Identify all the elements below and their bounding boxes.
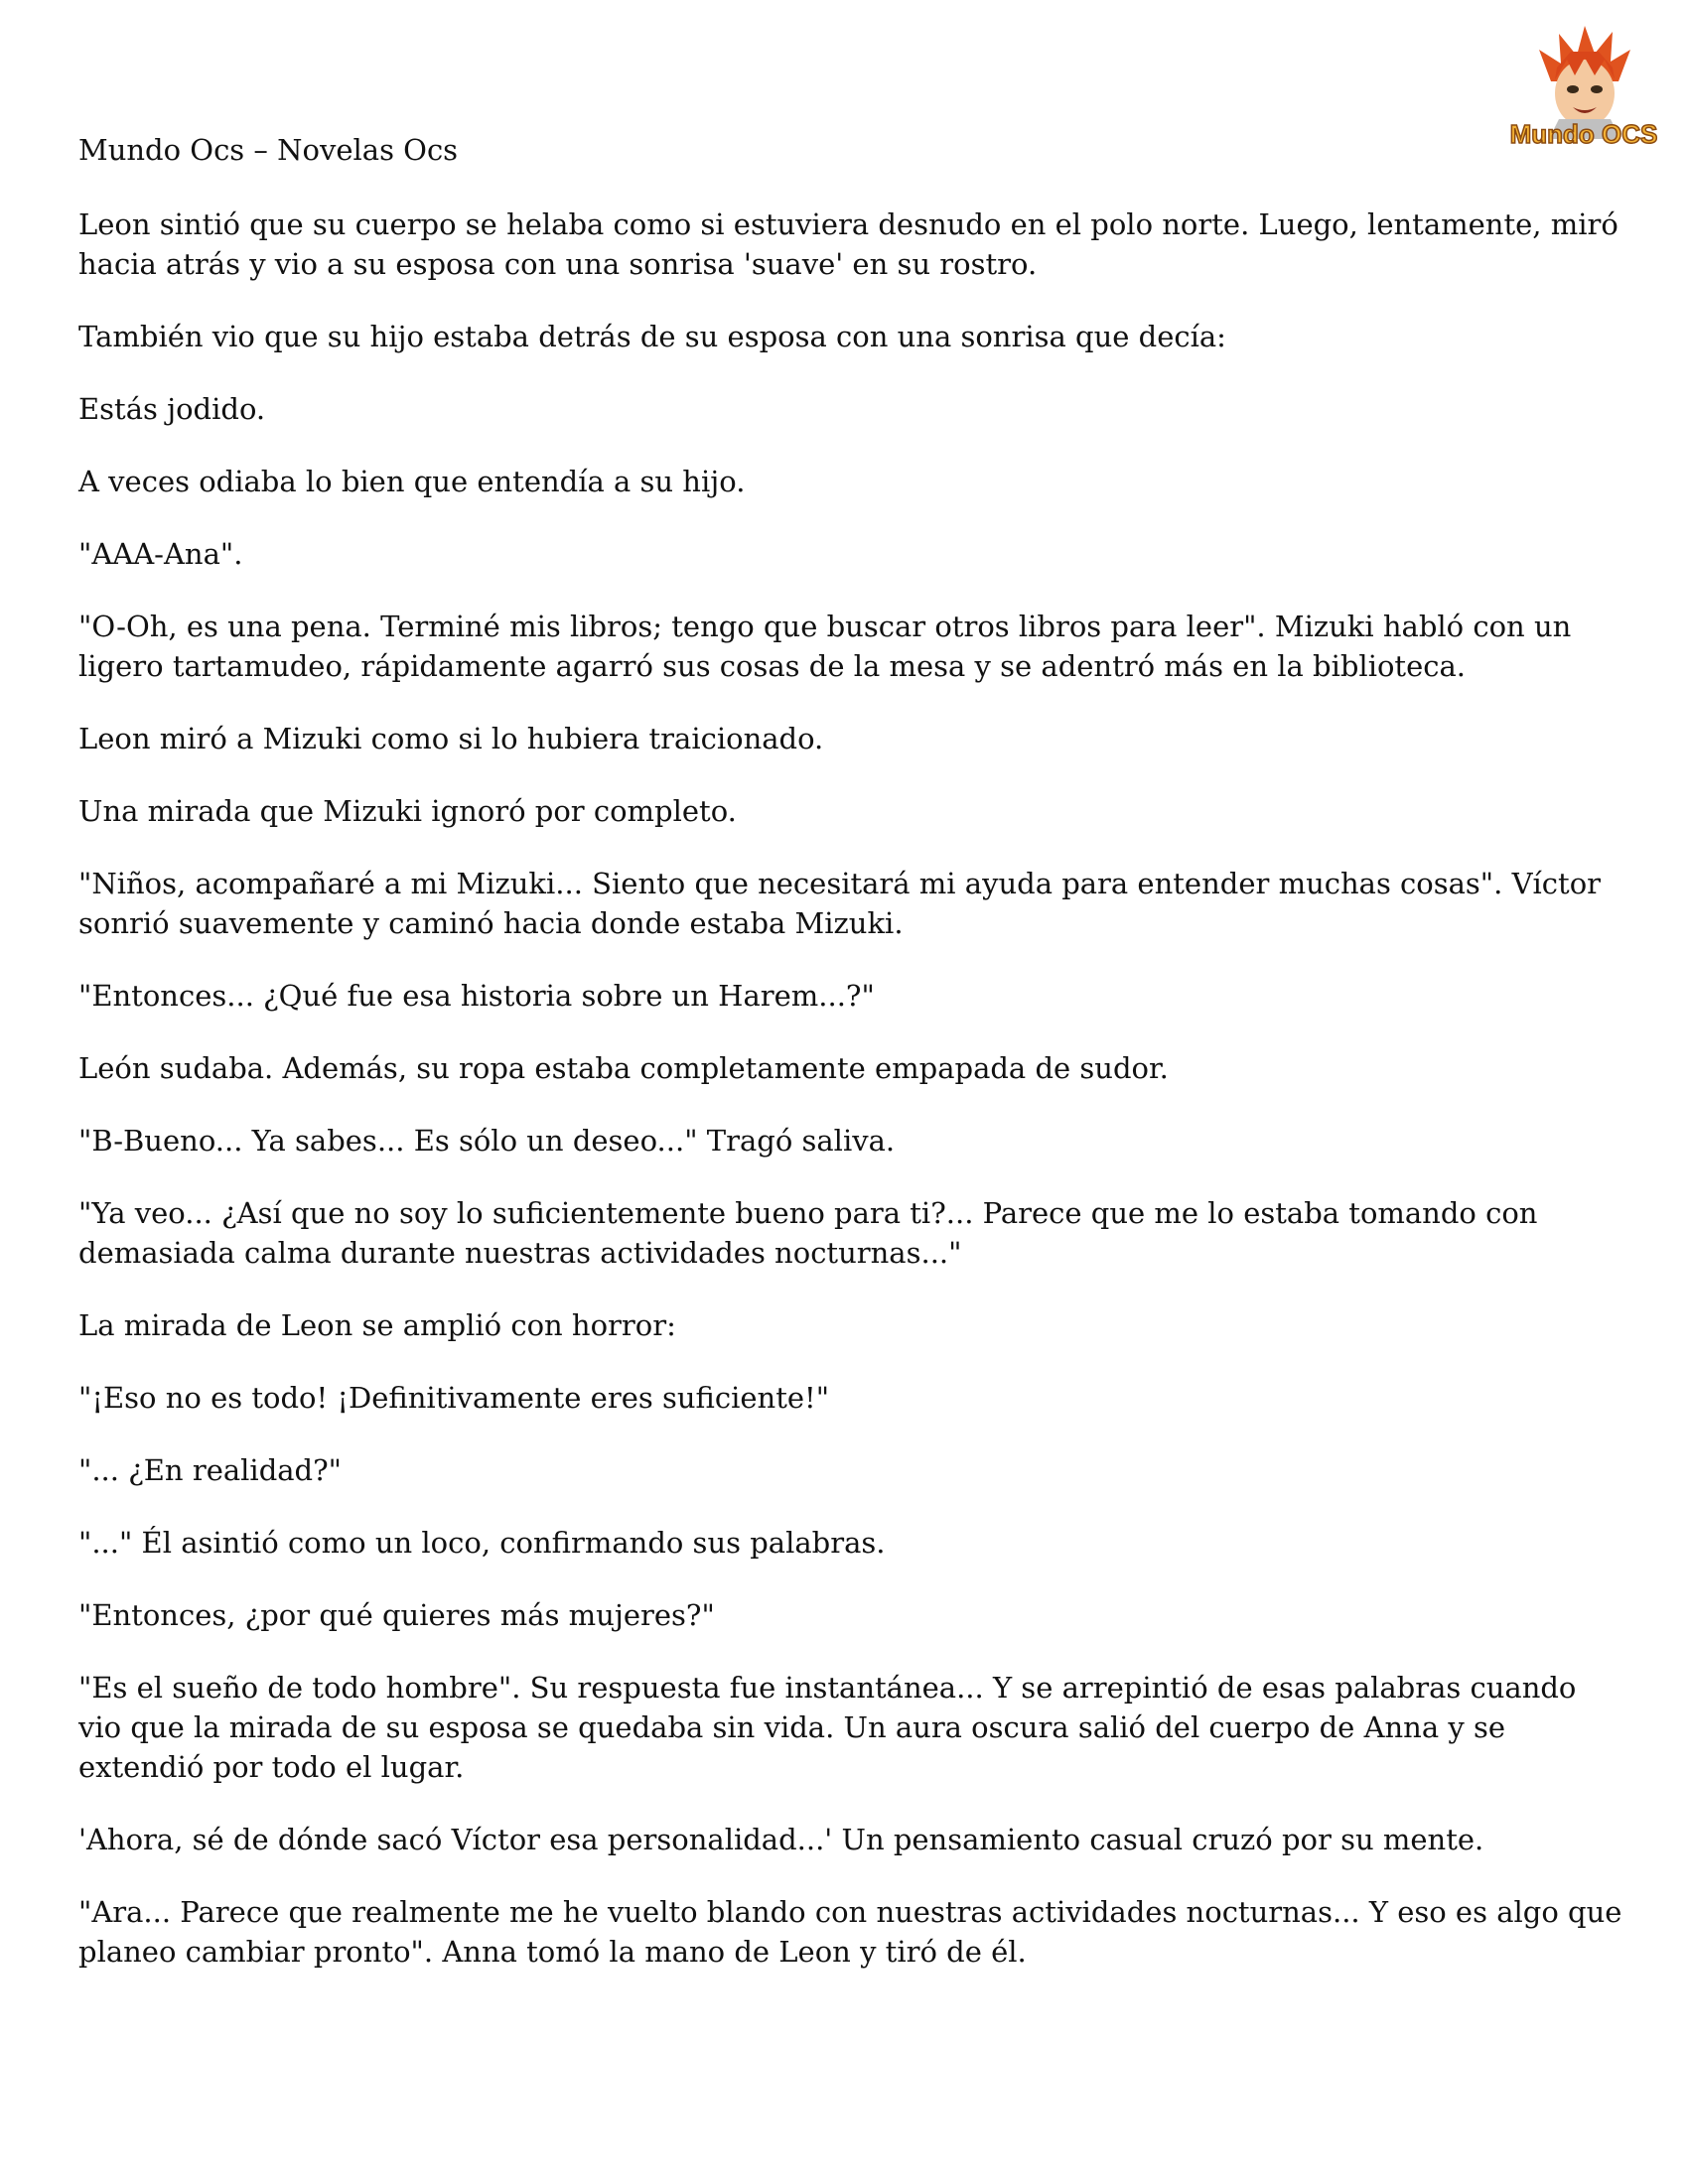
paragraph: "Ya veo... ¿Así que no soy lo suficientemente bueno para ti?... Parece que me lo estaba tomando con demasiada calma durante nuestras actividades nocturnas...": [78, 1196, 1538, 1270]
paragraph: "Entonces, ¿por qué quieres más mujeres?": [78, 1598, 715, 1632]
paragraph: León sudaba. Además, su ropa estaba completamente empapada de sudor.: [78, 1051, 1169, 1085]
paragraph: "B-Bueno... Ya sabes... Es sólo un deseo..." Tragó saliva.: [78, 1124, 896, 1158]
paragraph: "Es el sueño de todo hombre". Su respuesta fue instantánea... Y se arrepintió de esas palabras cuando vio que la mirada de su esposa se quedaba sin vida. Un aura oscura salió del cuerpo de Anna y se extendió por todo el lugar.: [78, 1671, 1577, 1784]
paragraph: Leon sintió que su cuerpo se helaba como si estuviera desnudo en el polo norte. Luego, lentamente, miró hacia atrás y vio a su esposa con una sonrisa 'suave' en su rostro.: [78, 207, 1618, 281]
mundo-ocs-logo: [1509, 20, 1658, 169]
paragraph: "O-Oh, es una pena. Terminé mis libros; tengo que buscar otros libros para leer". Mizuki habló con un ligero tartamudeo, rápidamente agarró sus cosas de la mesa y se adentró más en la biblioteca.: [78, 610, 1572, 683]
paragraph: A veces odiaba lo bien que entendía a su hijo.: [78, 465, 746, 498]
paragraph: "Ara... Parece que realmente me he vuelto blando con nuestras actividades nocturnas... Y eso es algo que planeo cambiar pronto". Anna tomó la mano de Leon y tiró de él.: [78, 1895, 1622, 1969]
paragraph: "¡Eso no es todo! ¡Definitivamente eres suficiente!": [78, 1381, 830, 1415]
paragraph: La mirada de Leon se amplió con horror:: [78, 1308, 676, 1342]
logo-text: Mundo OCS: [1509, 119, 1658, 149]
paragraph: Estás jodido.: [78, 392, 266, 426]
paragraph: "Niños, acompañaré a mi Mizuki... Siento que necesitará mi ayuda para entender muchas cosas". Víctor sonrió suavemente y caminó hacia donde estaba Mizuki.: [78, 867, 1602, 940]
paragraph: "AAA-Ana".: [78, 537, 243, 571]
paragraph: "Entonces... ¿Qué fue esa historia sobre un Harem...?": [78, 979, 875, 1013]
paragraph: "..." Él asintió como un loco, confirmando sus palabras.: [78, 1526, 886, 1560]
paragraph: "... ¿En realidad?": [78, 1453, 342, 1487]
paragraph: 'Ahora, sé de dónde sacó Víctor esa personalidad...' Un pensamiento casual cruzó por su mente.: [78, 1823, 1484, 1856]
document-header: Mundo Ocs – Novelas Ocs: [78, 133, 459, 167]
paragraph: También vio que su hijo estaba detrás de su esposa con una sonrisa que decía:: [78, 320, 1226, 353]
document-body: [78, 205, 1627, 2004]
paragraph: Una mirada que Mizuki ignoró por completo.: [78, 794, 737, 828]
paragraph: Leon miró a Mizuki como si lo hubiera traicionado.: [78, 722, 824, 755]
